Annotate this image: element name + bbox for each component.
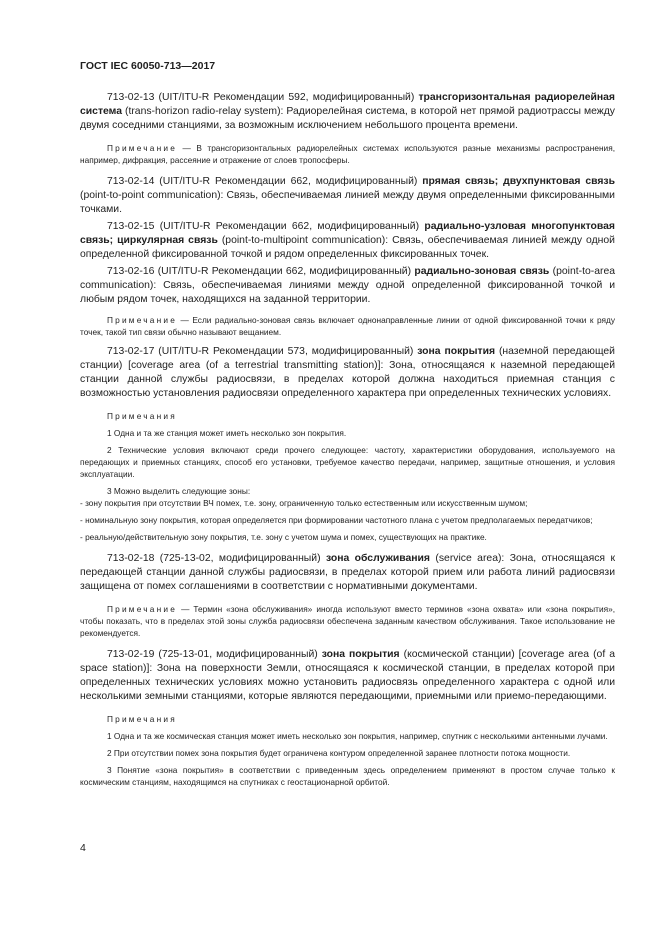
- note-dash-item: - зону покрытия при отсутствии ВЧ помех, т.е. зону, ограниченную только естественным или искусственным шумом;: [80, 498, 528, 508]
- definition-713-02-15: 713-02-15 (UIT/ITU-R Рекомендации 662, модифицированный) радиально-узловая многопунктовая связь; циркулярная связь (point-to-multipoint communication): Связь, обеспечиваемая линией между одной определенной фиксированной точкой и рядом определенных фиксированных точек.: [80, 221, 615, 260]
- definition-713-02-13: 713-02-13 (UIT/ITU-R Рекомендации 592, модифицированный) трансгоризонтальная радиорелейная система (trans-horizon radio-relay system): Радиорелейная система, в которой нет прямой радиотрассы между двумя соседними станциями, за возможным исключением небольшого процента времени.: [80, 92, 615, 131]
- term: радиально-зоновая связь: [414, 266, 550, 277]
- definition-713-02-16: 713-02-16 (UIT/ITU-R Рекомендации 662, модифицированный) радиально-зоновая связь (point-to-area communication): Связь, обеспечиваемая линиями между одной определенной фиксированной точкой и любым рядом точек, находящихся на заданной территории.: [80, 266, 615, 305]
- term: зона покрытия: [321, 649, 400, 660]
- note-713-02-13: Примечание — В трансгоризонтальных радиорелейных системах используются разные механизмы распространения, например, дифракция, рассеяние и отражение от слоев тропосферы.: [80, 143, 615, 165]
- document-body: [80, 91, 615, 788]
- note-dash-item: - номинальную зону покрытия, которая определяется при формировании частотного плана с учетом предполагаемых передатчиков;: [80, 515, 593, 525]
- notes-heading-713-02-19: Примечания: [107, 714, 177, 724]
- term: зона обслуживания: [325, 553, 430, 564]
- term: зона покрытия: [417, 346, 496, 357]
- note-713-02-18: Примечание — Термин «зона обслуживания» иногда используют вместо терминов «зона охвата» или «зона покрытия», чтобы показать, что в пределах этой зоны служба радиосвязи обеспечена заданным качеством обслуживания. Такое использование не рекомендуется.: [80, 604, 615, 638]
- definition-713-02-18: 713-02-18 (725-13-02, модифицированный) зона обслуживания (service area): Зона, относящаяся к передающей станции данной службы радиосвязи, в пределах которой прием или работа линий радиосвязи защищена от помех соглашениями в соответствии с нормативными документами.: [80, 553, 615, 592]
- definition-713-02-14: 713-02-14 (UIT/ITU-R Рекомендации 662, модифицированный) прямая связь; двухпунктовая связь (point-to-point communication): Связь, обеспечиваемая линией между двумя определенными фиксированными точками.: [80, 176, 615, 215]
- note-item: 2 Технические условия включают среди прочего следующее: частоту, характеристики оборудования, используемого на передающих и приемных станциях, способ его установки, требуемое качество передачи, например, защитные отношения, и условия эксплуатации.: [80, 445, 615, 479]
- note-dash-item: - реальную/действительную зону покрытия, т.е. зону с учетом шума и помех, существующих на практике.: [80, 532, 487, 542]
- definition-713-02-19: 713-02-19 (725-13-01, модифицированный) зона покрытия (космической станции) [coverage area (of a space station)]: Зона на поверхности Земли, относящаяся к космической станции, в пределах которой при определенных технических условиях можно установить радиосвязь определенного характера с одной или несколькими земными станциями, которые являются передающими, приемными или приемо-передающими.: [80, 649, 615, 702]
- definition-713-02-17: 713-02-17 (UIT/ITU-R Рекомендации 573, модифицированный) зона покрытия (наземной передающей станции) [coverage area (of a terrestrial transmitting station)]: Зона, относящаяся к наземной передающей станции данной службы радиосвязи, в пределах которой должна находиться приемная станция с возможностью установления радиосвязи определенного характера при определенных технических условиях.: [80, 346, 615, 399]
- document-header: ГОСТ IEC 60050-713—2017: [80, 60, 216, 72]
- note-item: 2 При отсутствии помех зона покрытия будет ограничена контуром определенной заранее плотности потока мощности.: [107, 748, 571, 758]
- term: прямая связь; двухпунктовая связь: [422, 176, 615, 187]
- note-item: 3 Понятие «зона покрытия» в соответствии с приведенным здесь определением применяют в простом случае только к космическим станциям, находящимся на спутниках с геостационарной орбитой.: [80, 765, 615, 787]
- term: радиально-узловая многопунктовая связь; циркулярная связь: [80, 221, 615, 246]
- page-number: 4: [80, 842, 86, 854]
- note-item: 3 Можно выделить следующие зоны:: [107, 486, 251, 496]
- term: трансгоризонтальная радиорелейная система: [80, 92, 615, 117]
- note-713-02-16: Примечание — Если радиально-зоновая связь включает однонаправленные линии от одной фиксированной точки к ряду точек, такой тип связи обычно называют вещанием.: [80, 315, 615, 337]
- note-item: 1 Одна и та же космическая станция может иметь несколько зон покрытия, например, спутник с несколькими антенными лучами.: [107, 731, 608, 741]
- notes-heading-713-02-17: Примечания: [107, 411, 177, 421]
- note-item: 1 Одна и та же станция может иметь несколько зон покрытия.: [107, 428, 347, 438]
